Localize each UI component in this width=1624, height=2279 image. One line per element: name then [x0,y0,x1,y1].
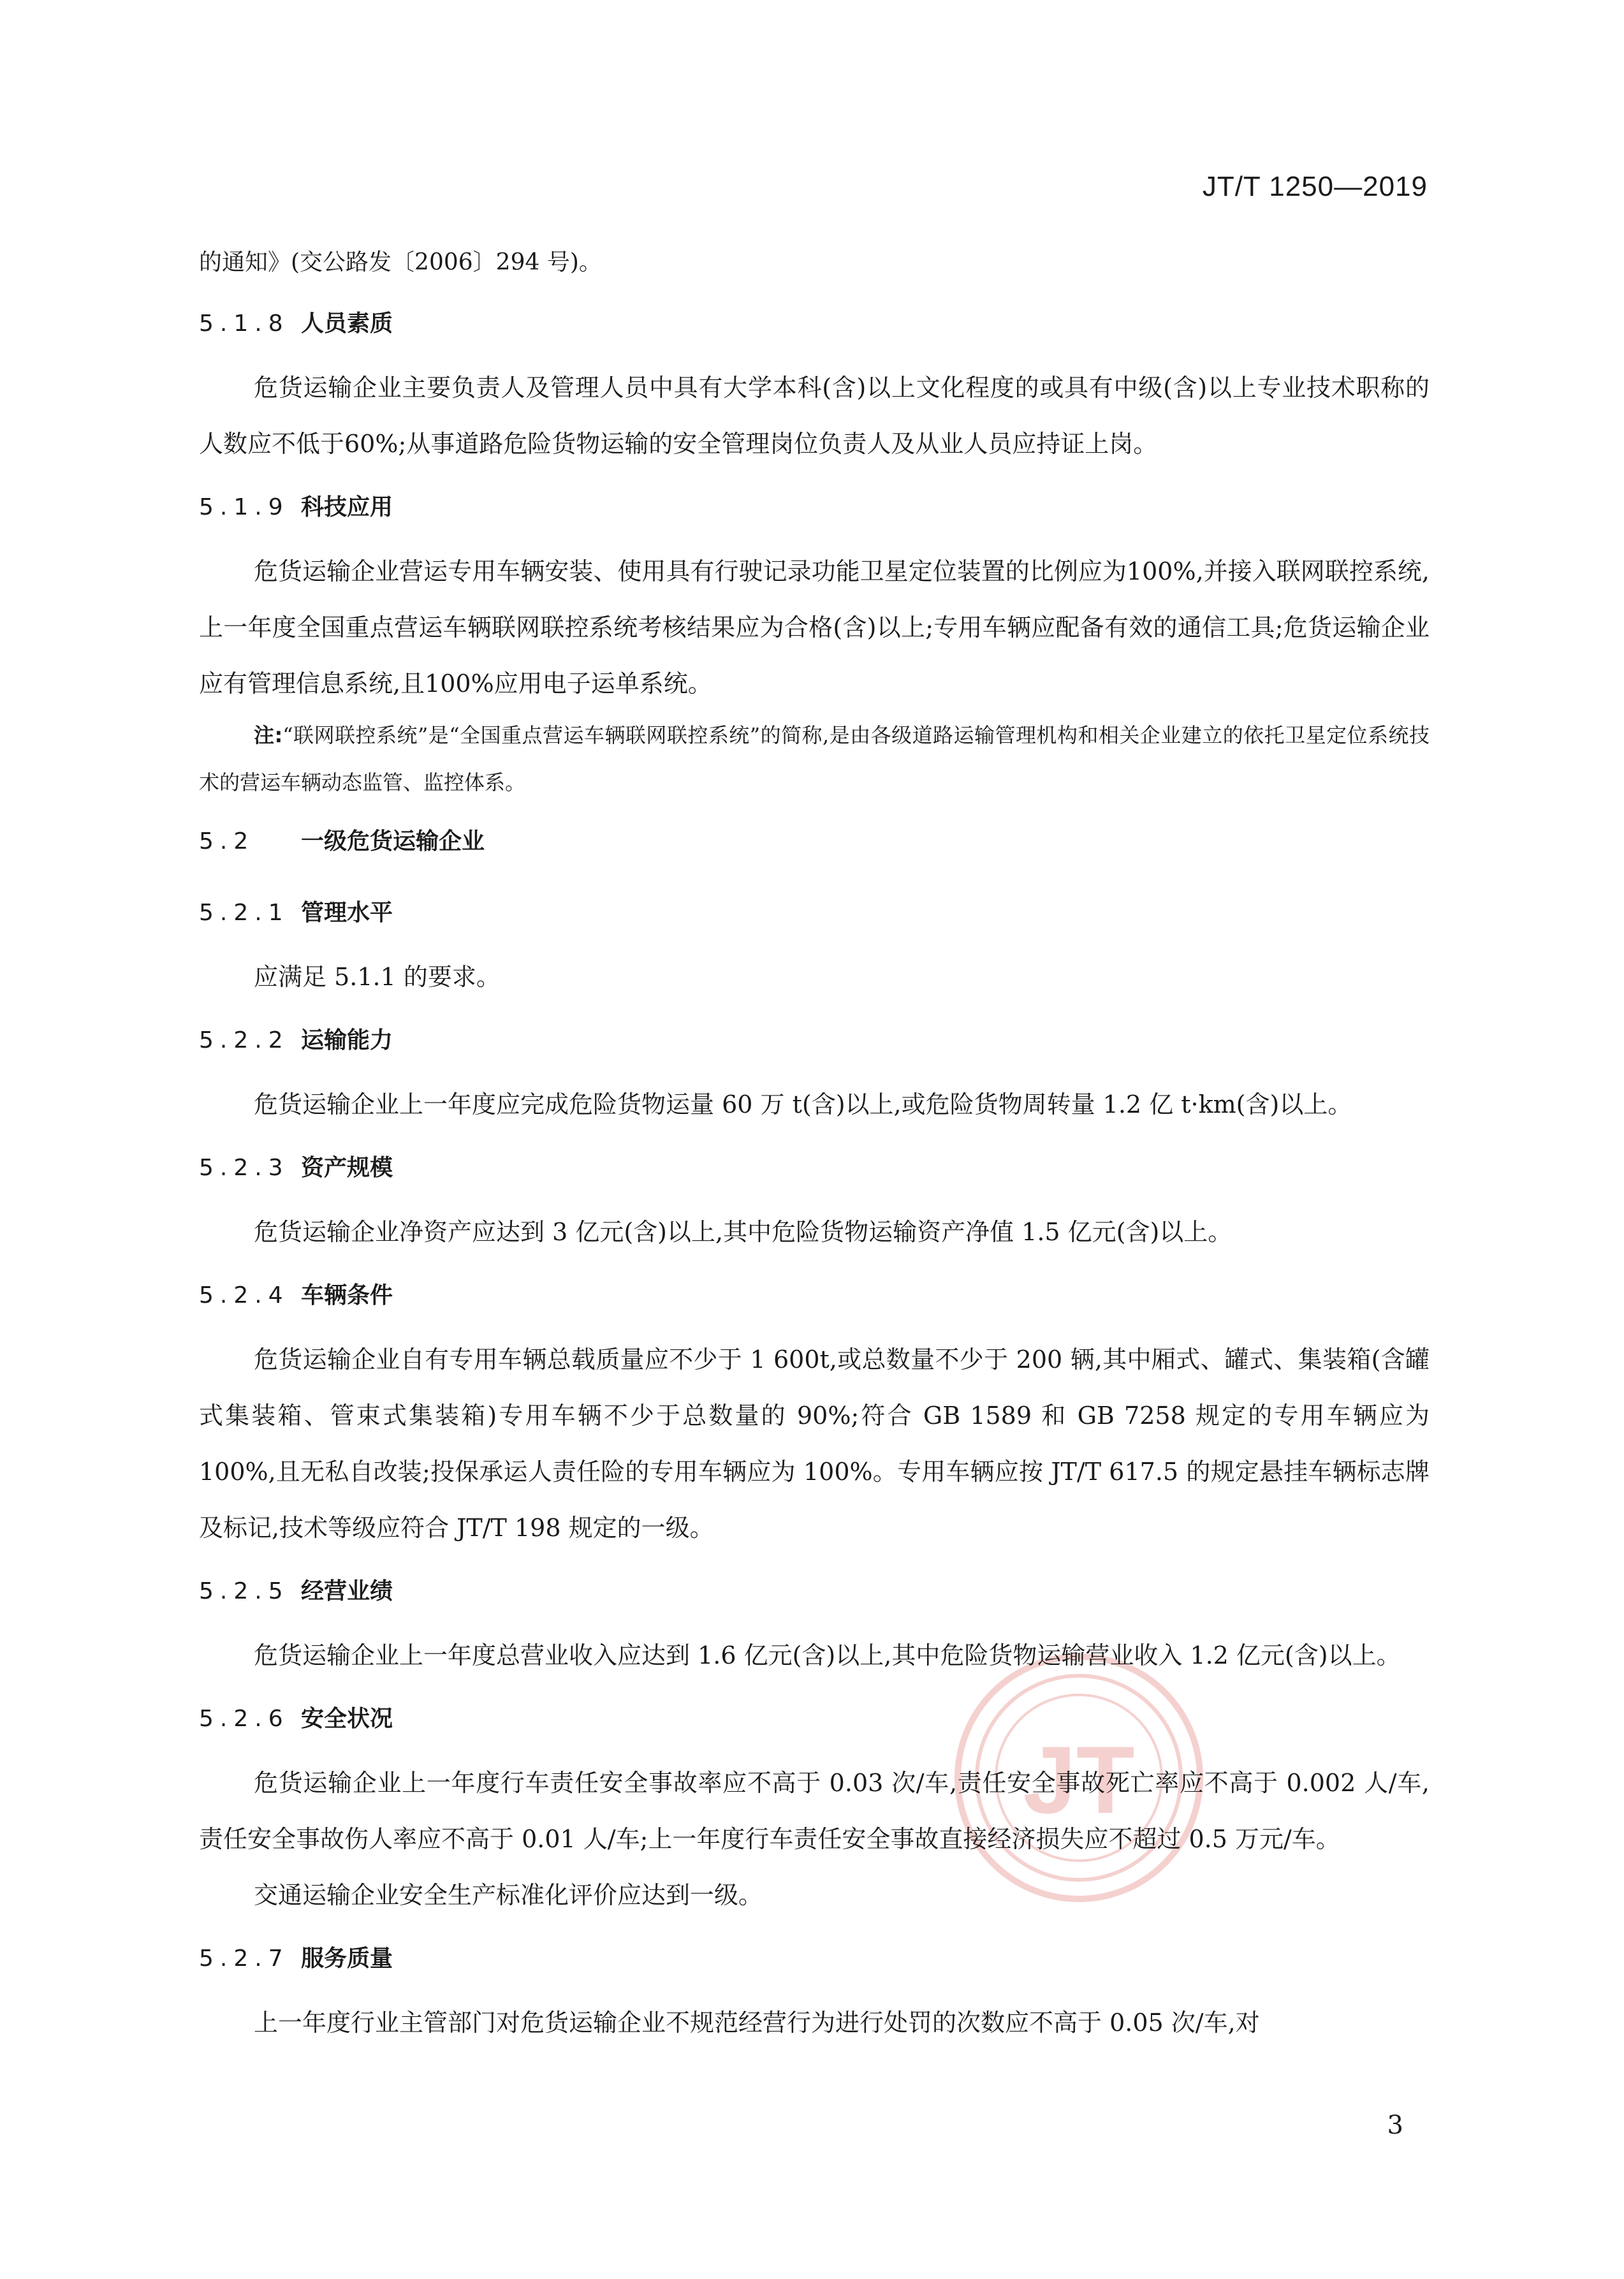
section-title: 资产规模 [301,1155,393,1181]
svg-text:JT: JT [1023,1726,1135,1833]
section-title: 服务质量 [301,1946,393,1972]
section-number: 5.2.2 [199,1027,289,1053]
section-5-2-5-heading [199,1556,1430,1627]
section-5-1-9-note [199,712,1430,806]
section-5-2-2-paragraph: 危货运输企业上一年度应完成危险货物运量 60 万 t(含)以上,或危险货物周转量 1.2 亿 t·km(含)以上。 [254,1090,1352,1118]
section-title: 车辆条件 [301,1282,393,1308]
section-5-2-6-heading [199,1683,1430,1755]
section-5-2-6-paragraph: 危货运输企业上一年度行车责任安全事故率应不高于 0.03 次/车,责任安全事故死亡率应不高于 0.002 人/车,责任安全事故伤人率应不高于 0.01 人/车;上一年度行车责任安全事故直接经济损失应不超过 0.5 万元/车。 [199,1769,1430,1853]
section-number: 5.1.9 [199,494,289,520]
section-number: 5.1.8 [199,311,289,337]
document-code: JT/T 1250—2019 [1202,171,1428,202]
section-number: 5.2.6 [199,1706,289,1732]
section-title: 人员素质 [301,311,393,337]
section-title: 一级危货运输企业 [301,828,485,854]
section-5-1-9-heading [199,472,1430,543]
section-title: 经营业绩 [301,1578,393,1604]
section-5-2-7-heading [199,1923,1430,1995]
section-5-1-8-paragraph: 危货运输企业主要负责人及管理人员中具有大学本科(含)以上文化程度的或具有中级(含)以上专业技术职称的人数应不低于60%;从事道路危险货物运输的安全管理岗位负责人及从业人员应持证上岗。 [199,374,1430,458]
section-5-2-2-heading [199,1005,1430,1076]
intro-line: 的通知》(交公路发〔2006〕294 号)。 [199,249,602,275]
section-5-2-1-heading [199,877,1430,949]
section-5-2-3-paragraph: 危货运输企业净资产应达到 3 亿元(含)以上,其中危险货物运输资产净值 1.5 亿元(含)以上。 [254,1218,1233,1246]
section-title: 科技应用 [301,494,393,520]
section-number: 5.2.5 [199,1578,289,1604]
document-body [199,237,1430,2051]
section-number: 5.2.7 [199,1946,289,1972]
section-5-2-heading [199,806,1430,877]
section-5-2-4-heading [199,1260,1430,1331]
section-5-2-1-paragraph: 应满足 5.1.1 的要求。 [254,963,501,991]
section-number: 5.2.4 [199,1282,289,1308]
section-5-2-7-paragraph: 上一年度行业主管部门对危货运输企业不规范经营行为进行处罚的次数应不高于 0.05 次/车,对 [254,2009,1260,2037]
section-5-2-5-paragraph: 危货运输企业上一年度总营业收入应达到 1.6 亿元(含)以上,其中危险货物运输营业收入 1.2 亿元(含)以上。 [254,1641,1401,1669]
section-number: 5.2.3 [199,1155,289,1181]
section-5-2-3-heading [199,1132,1430,1204]
section-title: 安全状况 [301,1706,393,1732]
section-5-1-8-heading [199,288,1430,360]
section-number: 5.2.1 [199,900,289,926]
section-title: 运输能力 [301,1027,393,1053]
section-5-2-6-paragraph-2: 交通运输企业安全生产标准化评价应达到一级。 [254,1881,763,1909]
section-5-1-9-paragraph: 危货运输企业营运专用车辆安装、使用具有行驶记录功能卫星定位装置的比例应为100%,并接入联网联控系统,上一年度全国重点营运车辆联网联控系统考核结果应为合格(含)以上;专用车辆应配备有效的通信工具;危货运输企业应有管理信息系统,且100%应用电子运单系统。 [199,557,1430,698]
note-text: “联网联控系统”是“全国重点营运车辆联网联控系统”的简称,是由各级道路运输管理机构和相关企业建立的依托卫星定位系统技术的营运车辆动态监管、监控体系。 [199,723,1430,795]
page-number: 3 [1387,2111,1403,2140]
section-title: 管理水平 [301,900,393,926]
section-number: 5.2 [199,828,255,854]
note-label: 注: [254,723,283,747]
section-5-2-4-paragraph: 危货运输企业自有专用车辆总载质量应不少于 1 600t,或总数量不少于 200 辆,其中厢式、罐式、集装箱(含罐式集装箱、管束式集装箱)专用车辆不少于总数量的 90%;符合 GB 1589 和 GB 7258 规定的专用车辆应为 100%,且无私自改装;投保承运人责任险的专用车辆应为 100%。专用车辆应按 JT/T 617.5 的规定悬挂车辆标志牌及标记,技术等级应符合 JT/T 198 规定的一级。 [199,1345,1430,1542]
